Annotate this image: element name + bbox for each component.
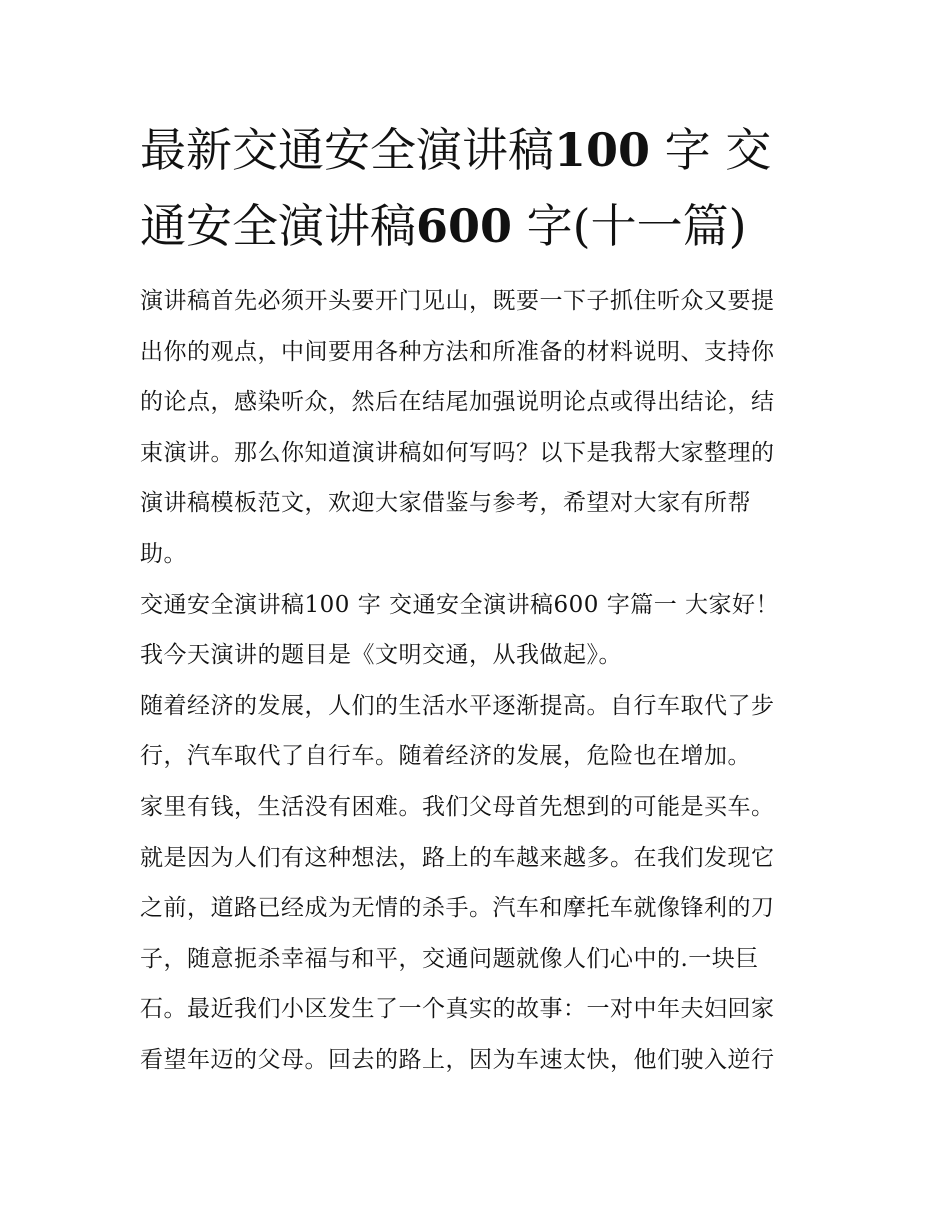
document-title xyxy=(140,112,812,264)
body-line: 演讲稿模板范文，欢迎大家借鉴与参考，希望对大家有所帮 xyxy=(140,490,751,517)
document-page xyxy=(140,112,812,1086)
body-line: 我今天演讲的题目是《文明交通，从我做起》。 xyxy=(140,642,622,669)
body-line: 束演讲。那么你知道演讲稿如何写吗？以下是我帮大家整理的 xyxy=(140,439,775,466)
document-body xyxy=(140,276,812,1086)
body-line: 演讲稿首先必须开头要开门见山，既要一下子抓住听众又要提 xyxy=(140,288,775,314)
body-line: 石。最近我们小区发生了一个真实的故事：一对中年夫妇回家 xyxy=(140,996,775,1023)
body-line: 就是因为人们有这种想法，路上的车越来越多。在我们发现它 xyxy=(140,844,775,871)
body-line: 之前，道路已经成为无情的杀手。汽车和摩托车就像锋利的刀 xyxy=(140,895,775,922)
title-line: 通安全演讲稿600 字(十一篇) xyxy=(140,199,747,253)
body-line: 行，汽车取代了自行车。随着经济的发展，危险也在增加。 xyxy=(140,743,751,770)
body-line: 的论点，感染听众，然后在结尾加强说明论点或得出结论，结 xyxy=(140,389,775,416)
body-line: 随着经济的发展，人们的生活水平逐渐提高。自行车取代了步 xyxy=(140,692,775,719)
body-line: 出你的观点，中间要用各种方法和所准备的材料说明、支持你 xyxy=(140,338,775,365)
body-line: 看望年迈的父母。回去的路上，因为车速太快，他们驶入逆行 xyxy=(140,1046,775,1073)
body-line: 家里有钱，生活没有困难。我们父母首先想到的可能是买车。 xyxy=(140,793,775,820)
body-line: 子，随意扼杀幸福与和平，交通问题就像人们心中的.一块巨 xyxy=(140,945,759,972)
title-line: 最新交通安全演讲稿100 字 交 xyxy=(140,123,772,177)
body-line: 交通安全演讲稿100 字 交通安全演讲稿600 字篇一 大家好！ xyxy=(140,591,780,618)
body-line: 助。 xyxy=(140,540,187,567)
